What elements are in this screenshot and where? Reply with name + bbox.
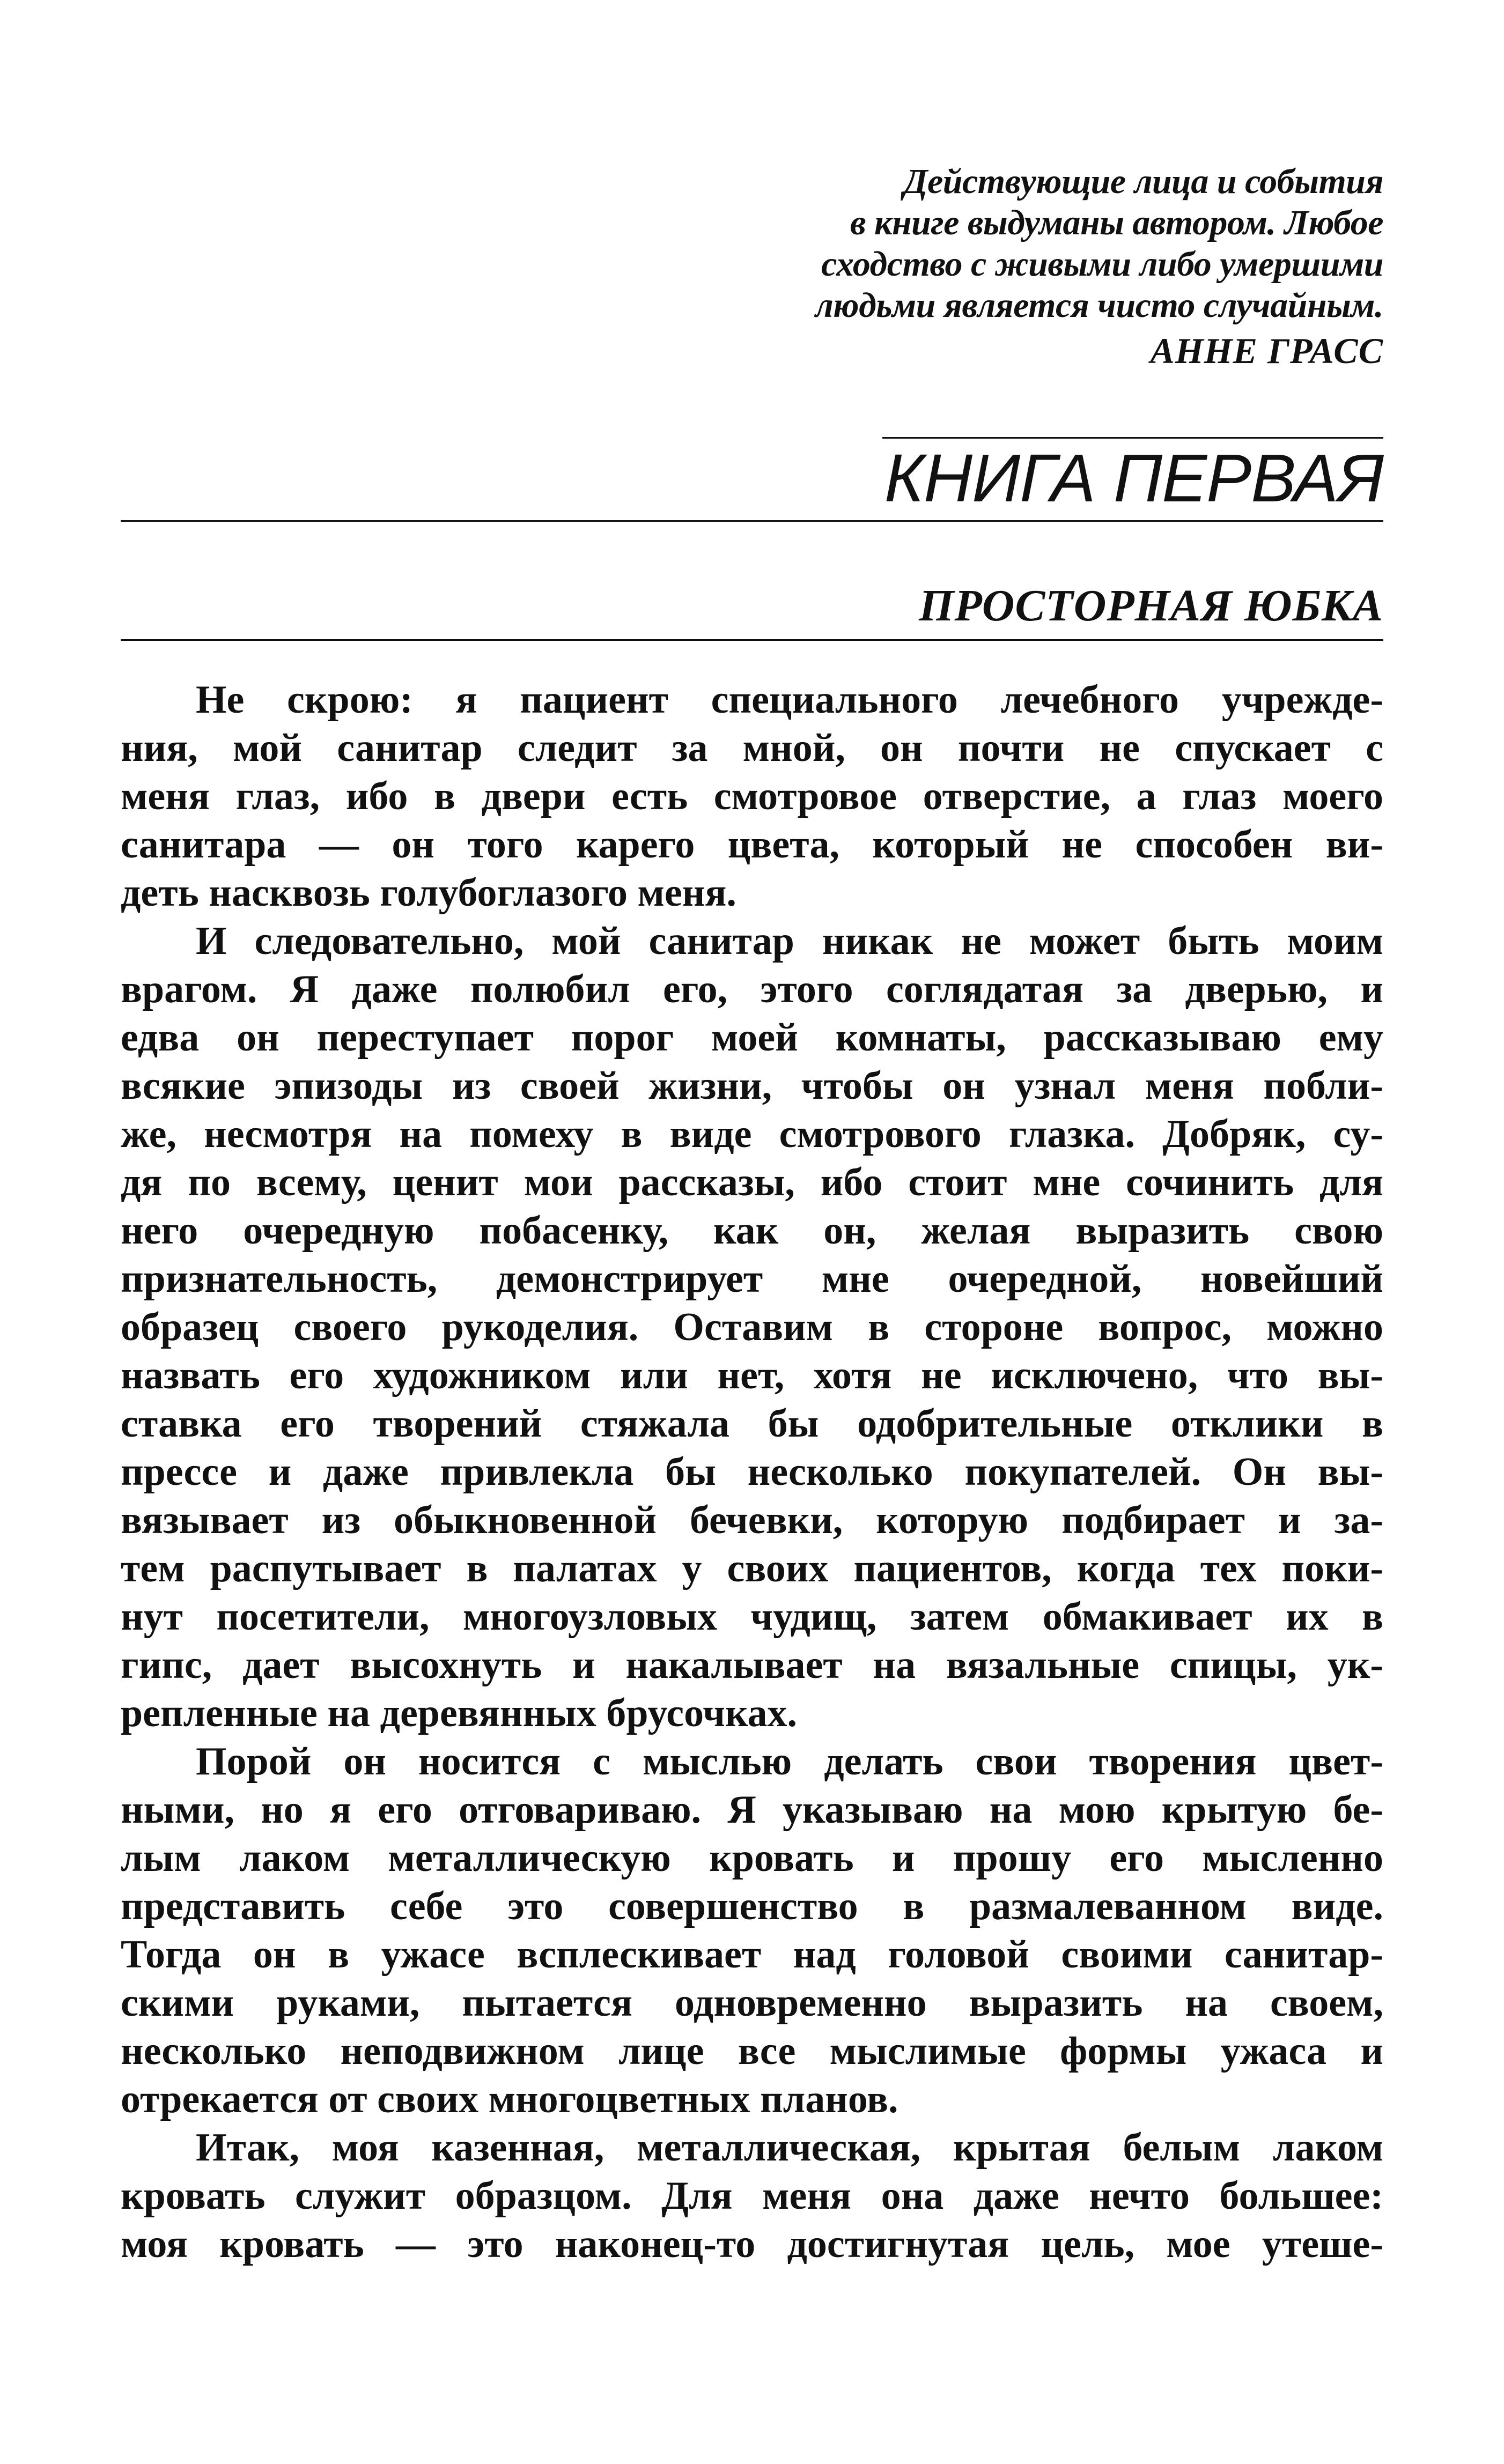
text-line: представить себе это совершенство в размалеванном виде. xyxy=(121,1884,1383,1928)
text-line: ния, мой санитар следит за мной, он почти не спускает с xyxy=(121,726,1383,770)
epigraph xyxy=(815,161,1383,372)
text-line: образец своего рукоделия. Оставим в стороне вопрос, можно xyxy=(121,1305,1383,1349)
paragraph xyxy=(121,2123,1383,2268)
text-line: прессе и даже привлекла бы несколько покупателей. Он вы- xyxy=(121,1450,1383,1494)
text-line: Тогда он в ужасе всплескивает над головой своими санитар- xyxy=(121,1933,1383,1977)
text-line: И следовательно, мой санитар никак не может быть моим xyxy=(196,919,1383,963)
title-rule-bottom xyxy=(121,520,1383,522)
text-line: санитара — он того карего цвета, который не способен ви- xyxy=(121,823,1383,867)
text-line: меня глаз, ибо в двери есть смотровое отверстие, а глаз моего xyxy=(121,774,1383,818)
title-rule-top xyxy=(882,437,1383,439)
text-line: отрекается от своих многоцветных планов. xyxy=(121,2077,898,2121)
paragraph xyxy=(121,676,1383,917)
book-title: КНИГА ПЕРВАЯ xyxy=(884,440,1383,516)
text-line: репленные на деревянных брусочках. xyxy=(121,1691,797,1735)
text-line: всякие эпизоды из своей жизни, чтобы он узнал меня побли- xyxy=(121,1064,1383,1108)
text-line: кровать служит образцом. Для меня она даже нечто большее: xyxy=(121,2174,1383,2218)
text-line: вязывает из обыкновенной бечевки, которую подбирает и за- xyxy=(121,1498,1383,1542)
epigraph-line: в книге выдуманы автором. Любое xyxy=(850,203,1383,242)
chapter-rule xyxy=(121,639,1383,641)
text-line: деть насквозь голубоглазого меня. xyxy=(121,871,736,915)
text-line: лым лаком металлическую кровать и прошу его мысленно xyxy=(121,1836,1383,1880)
text-line: гипс, дает высохнуть и накалывает на вязальные спицы, ук- xyxy=(121,1643,1383,1687)
paragraph xyxy=(121,1737,1383,2123)
text-line: Порой он носится с мыслью делать свои творения цвет- xyxy=(196,1740,1383,1784)
epigraph-line: сходство с живыми либо умершими xyxy=(821,245,1383,284)
chapter-title: ПРОСТОРНАЯ ЮБКА xyxy=(919,581,1383,631)
paragraph xyxy=(121,917,1383,1737)
epigraph-line: Действующие лица и события xyxy=(903,162,1383,201)
text-line: Не скрою: я пациент специального лечебного учрежде- xyxy=(196,678,1383,722)
text-line: скими руками, пытается одновременно выразить на своем, xyxy=(121,1981,1383,2025)
body-text xyxy=(121,676,1383,2268)
text-line: признательность, демонстрирует мне очередной, новейший xyxy=(121,1257,1383,1301)
text-line: назвать его художником или нет, хотя не исключено, что вы- xyxy=(121,1353,1383,1397)
text-line: едва он переступает порог моей комнаты, рассказываю ему xyxy=(121,1016,1383,1060)
text-line: ными, но я его отговариваю. Я указываю на мою крытую бе- xyxy=(121,1788,1383,1832)
text-line: ставка его творений стяжала бы одобрительные отклики в xyxy=(121,1402,1383,1446)
text-line: же, несмотря на помеху в виде смотрового глазка. Добряк, су- xyxy=(121,1112,1383,1156)
text-line: Итак, моя казенная, металлическая, крытая белым лаком xyxy=(196,2126,1383,2170)
text-line: нут посетители, многоузловых чудищ, затем обмакивает их в xyxy=(121,1595,1383,1639)
text-line: тем распутывает в палатах у своих пациентов, когда тех поки- xyxy=(121,1547,1383,1590)
text-line: несколько неподвижном лице все мыслимые формы ужаса и xyxy=(121,2029,1383,2073)
text-line: дя по всему, ценит мои рассказы, ибо стоит мне сочинить для xyxy=(121,1160,1383,1204)
text-line: него очередную побасенку, как он, желая выразить свою xyxy=(121,1209,1383,1253)
epigraph-author: АННЕ ГРАСС xyxy=(1150,330,1383,371)
text-line: моя кровать — это наконец-то достигнутая цель, мое утеше- xyxy=(121,2222,1383,2266)
epigraph-line: людьми является чисто случайным. xyxy=(815,286,1383,325)
text-line: врагом. Я даже полюбил его, этого соглядатая за дверью, и xyxy=(121,967,1383,1011)
